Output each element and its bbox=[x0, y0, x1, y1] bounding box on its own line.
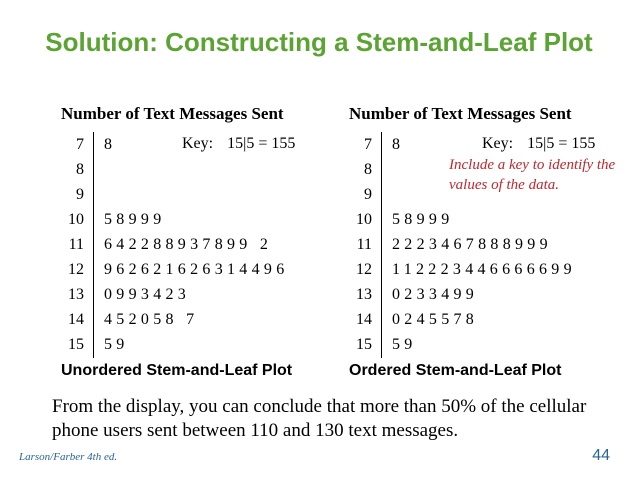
unordered-stem-leaf-plot bbox=[58, 104, 338, 386]
stem-value: 7 bbox=[76, 136, 84, 153]
stem-value: 9 bbox=[364, 186, 372, 203]
stem-value: 8 bbox=[76, 161, 84, 178]
stem-value: 15 bbox=[68, 336, 84, 353]
conclusion-text: From the display, you can conclude that more than 50% of the cellular phone users sent between 110 and 130 text messages. bbox=[52, 396, 587, 441]
leaf-values: 8 bbox=[392, 136, 405, 153]
plot-key bbox=[182, 133, 295, 155]
stem-value: 10 bbox=[68, 211, 84, 228]
leaf-values: 59 bbox=[392, 336, 417, 353]
key-label: Key: bbox=[482, 135, 514, 152]
ordered-stem-leaf-plot bbox=[346, 104, 626, 386]
key-expression: 15|5 = 155 bbox=[227, 135, 296, 152]
plot-title: Number of Text Messages Sent bbox=[349, 104, 572, 123]
leaf-values: 0233499 bbox=[392, 286, 479, 303]
stem-value: 10 bbox=[356, 211, 372, 228]
stem-value: 15 bbox=[356, 336, 372, 353]
plot-caption: Unordered Stem-and-Leaf Plot bbox=[61, 362, 293, 379]
stem-divider-line bbox=[381, 132, 382, 358]
stem-value: 9 bbox=[76, 186, 84, 203]
stem-divider-line bbox=[93, 132, 94, 358]
stem-value: 11 bbox=[356, 236, 372, 253]
stem-value: 7 bbox=[364, 136, 372, 153]
page-number: 44 bbox=[592, 447, 610, 464]
plot-title: Number of Text Messages Sent bbox=[61, 104, 284, 123]
plot-key bbox=[482, 133, 595, 155]
key-annotation: Include a key to identify the values of the data. bbox=[449, 157, 616, 193]
slide-title: Solution: Constructing a Stem-and-Leaf Plot bbox=[45, 27, 593, 57]
plot-caption: Ordered Stem-and-Leaf Plot bbox=[349, 362, 562, 379]
key-label: Key: bbox=[182, 135, 214, 152]
leaf-values: 58999 bbox=[392, 211, 454, 228]
stem-value: 11 bbox=[68, 236, 84, 253]
stem-value: 8 bbox=[364, 161, 372, 178]
leaf-values: 2223467888999 bbox=[392, 236, 552, 253]
leaf-values: 58999 bbox=[104, 211, 166, 228]
stem-value: 13 bbox=[356, 286, 372, 303]
leaf-values: 0245578 bbox=[392, 311, 479, 328]
stem-value: 12 bbox=[356, 261, 372, 278]
leaf-values: 112223446666699 bbox=[392, 261, 576, 278]
leaf-values: 8 bbox=[104, 136, 117, 153]
key-expression: 15|5 = 155 bbox=[527, 135, 596, 152]
stem-value: 12 bbox=[68, 261, 84, 278]
footer-source: Larson/Farber 4th ed. bbox=[19, 451, 118, 463]
leaf-values: 452058 7 bbox=[104, 311, 199, 328]
leaf-values: 962621626314496 bbox=[104, 261, 289, 278]
leaf-values: 0993423 bbox=[104, 286, 191, 303]
stem-value: 14 bbox=[68, 311, 84, 328]
stem-value: 14 bbox=[356, 311, 372, 328]
leaf-values: 59 bbox=[104, 336, 129, 353]
stem-value: 13 bbox=[68, 286, 84, 303]
leaf-values: 642288937899 2 bbox=[104, 236, 273, 253]
